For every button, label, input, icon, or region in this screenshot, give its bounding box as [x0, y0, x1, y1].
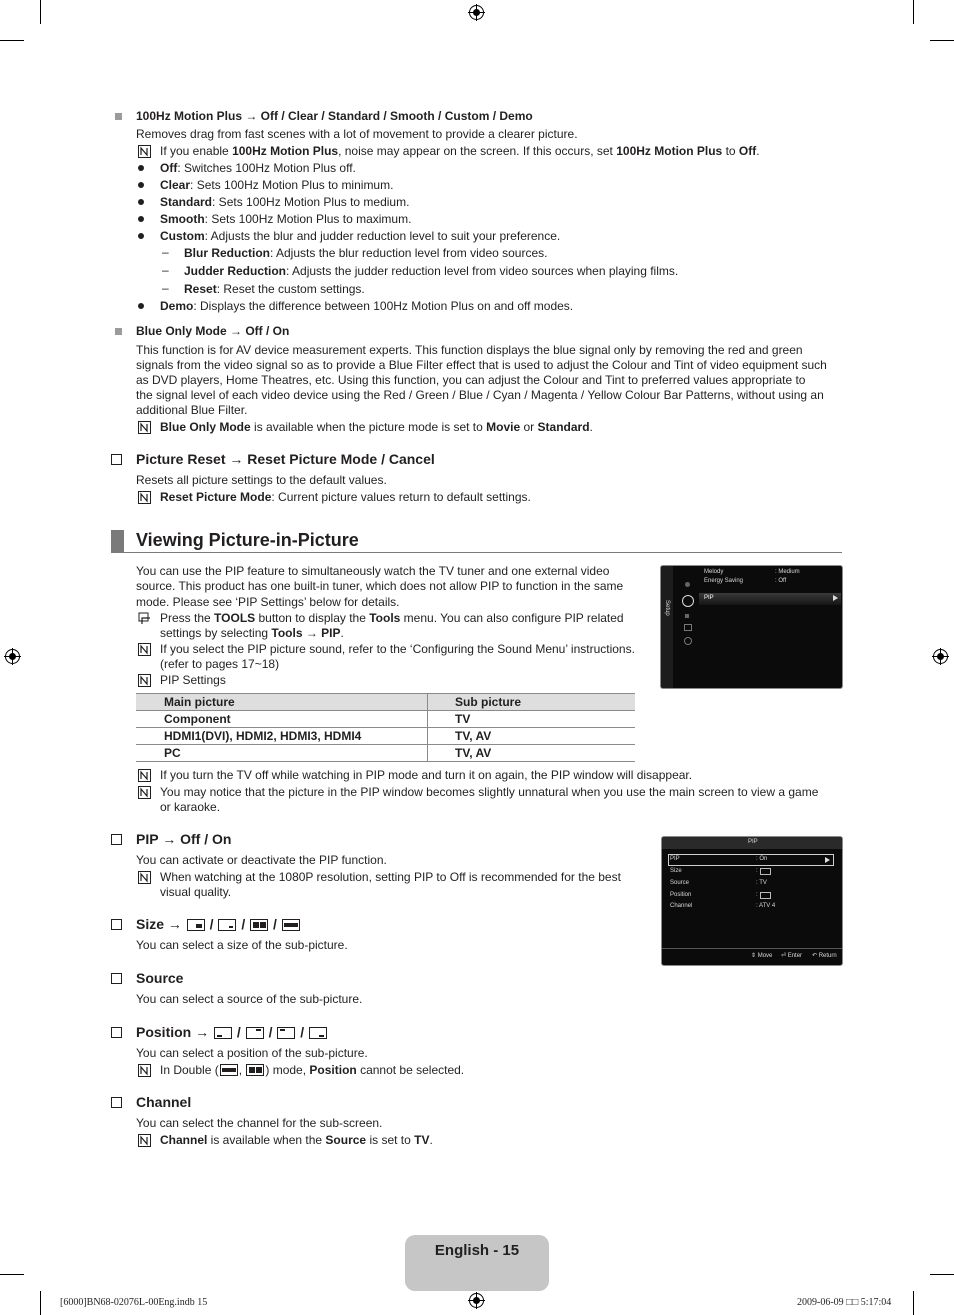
- sound-note: If you select the PIP picture sound, refer to the ‘Configuring the Sound Menu’ instructions.: [160, 642, 635, 656]
- pip-on-desc: You can activate or deactivate the PIP function.: [136, 853, 387, 867]
- note-icon: [138, 145, 151, 158]
- note-icon: [138, 421, 151, 434]
- pip-settings-note: PIP Settings: [160, 673, 226, 687]
- channel-title: Channel: [136, 1094, 192, 1110]
- file-slug: [6000]BN68-02076L-00Eng.indb 15: [60, 1297, 208, 1308]
- bullet-smooth: Smooth: Sets 100Hz Motion Plus to maximum.: [160, 212, 412, 226]
- pip-menu-screenshot: [661, 836, 843, 966]
- tools-icon: [138, 612, 151, 625]
- note-icon: [138, 769, 151, 782]
- motion-plus-note: If you enable 100Hz Motion Plus, noise may appear on the screen. If this occurs, set 100Hz Motion Plus to Off.: [160, 144, 760, 158]
- menu-row-value: : TV: [756, 880, 767, 886]
- checkbox-bullet: [111, 1027, 122, 1038]
- pip-settings-table: [136, 693, 635, 762]
- table-cell: TV: [428, 711, 636, 728]
- checkbox-bullet: [111, 1097, 122, 1108]
- position-bottom-right-icon: [309, 1027, 327, 1039]
- dash-bullet: –: [162, 245, 169, 259]
- pip-intro-line: You can use the PIP feature to simultaneously watch the TV tuner and one external video: [136, 564, 610, 578]
- menu-row-highlight[interactable]: [668, 854, 834, 866]
- blue-only-line: This function is for AV device measurement experts. This function displays the blue signal only by removing the red and green: [136, 343, 803, 357]
- sub-judder-reduction: Judder Reduction: Adjusts the judder reduction level from video sources when playing films.: [184, 264, 679, 278]
- section-title: Viewing Picture-in-Picture: [136, 530, 359, 550]
- blue-only-line: signals from the video signal so as to provide a Blue Filter effect that is used to adjust the Colour and Tint of video equipment such: [136, 358, 827, 372]
- table-header-cell: Main picture: [136, 694, 428, 711]
- source-desc: You can select a source of the sub-picture.: [136, 992, 363, 1006]
- sound-note-cont: (refer to pages 17~18): [160, 657, 280, 671]
- menu-footer-divider: [662, 948, 842, 949]
- bullet-dot: [138, 199, 144, 205]
- blue-only-title: Blue Only Mode → Off / On: [136, 324, 290, 338]
- blue-only-note: Blue Only Mode is available when the picture mode is set to Movie or Standard.: [160, 420, 593, 434]
- table-row: [136, 711, 635, 728]
- footer-return: ↶ Return: [812, 953, 837, 959]
- bullet-demo: Demo: Displays the difference between 100Hz Motion Plus on and off modes.: [160, 299, 574, 313]
- note-icon: [138, 674, 151, 687]
- size-small-icon: [187, 919, 205, 931]
- picture-reset-desc: Resets all picture settings to the default values.: [136, 473, 387, 487]
- channel-note: Channel is available when the Source is set to TV.: [160, 1133, 433, 1147]
- menu-row-value: : ATV 4: [756, 903, 776, 909]
- blue-only-line: as DVD players, Home Theatres, etc. Using this function, you can adjust the Colour and Tint to preferred values appropriate to: [136, 373, 806, 387]
- position-note: In Double ( , ) mode, Position cannot be selected.: [160, 1063, 465, 1077]
- note-icon: [138, 1064, 151, 1077]
- arrow-right-icon: [825, 857, 830, 863]
- gear-icon: [682, 595, 694, 607]
- menu-row-label: Melody: [704, 569, 724, 575]
- position-icon: [760, 892, 771, 899]
- registration-mark-icon: [468, 1292, 485, 1309]
- bullet-dot: [138, 165, 144, 171]
- pip-intro-line: source. This product has one built-in tuner, which does not allow PIP to function in the same: [136, 579, 624, 593]
- menu-title: PIP: [748, 839, 758, 845]
- footer-move: ⇕ Move: [751, 953, 773, 959]
- crop-mark: [40, 1291, 41, 1315]
- note-icon: [138, 643, 151, 656]
- position-top-left-icon: [277, 1027, 295, 1039]
- pip-on-title: PIP → Off / On: [136, 831, 232, 847]
- registration-mark-icon: [4, 648, 21, 665]
- gray-square-bullet: [115, 328, 122, 335]
- dash-bullet: –: [162, 263, 169, 277]
- crop-mark: [913, 1291, 914, 1315]
- picture-reset-title: Picture Reset → Reset Picture Mode / Cancel: [136, 451, 435, 467]
- bullet-dot: [138, 303, 144, 309]
- bullet-clear: Clear: Sets 100Hz Motion Plus to minimum.: [160, 178, 394, 192]
- crop-mark: [930, 1274, 954, 1275]
- double-b-icon: [246, 1064, 264, 1076]
- crop-mark: [0, 1274, 24, 1275]
- position-top-right-icon: [246, 1027, 264, 1039]
- arrow-right-icon: [833, 595, 838, 601]
- section-rule: [111, 552, 842, 553]
- sub-reset: Reset: Reset the custom settings.: [184, 282, 365, 296]
- section-marker: [111, 530, 124, 552]
- dash-bullet: –: [162, 281, 169, 295]
- motion-plus-title: 100Hz Motion Plus → Off / Clear / Standard / Smooth / Custom / Demo: [136, 109, 533, 123]
- crop-mark: [930, 40, 954, 41]
- registration-mark-icon: [932, 648, 949, 665]
- menu-icon-column: [681, 580, 693, 660]
- position-desc: You can select a position of the sub-picture.: [136, 1046, 368, 1060]
- table-row: [136, 728, 635, 745]
- menu-row-highlight[interactable]: [699, 593, 841, 605]
- size-icon: [760, 868, 771, 875]
- setup-label: Setup: [664, 600, 670, 616]
- side-tab: [661, 566, 673, 688]
- bullet-dot: [138, 182, 144, 188]
- table-cell: TV, AV: [428, 745, 636, 762]
- note-icon: [138, 491, 151, 504]
- channel-desc: You can select the channel for the sub-screen.: [136, 1116, 383, 1130]
- table-cell: Component: [136, 711, 428, 728]
- size-desc: You can select a size of the sub-picture.: [136, 938, 348, 952]
- bullet-custom: Custom: Adjusts the blur and judder reduction level to suit your preference.: [160, 229, 561, 243]
- bullet-off: Off: Switches 100Hz Motion Plus off.: [160, 161, 356, 175]
- double-a-icon: [250, 919, 268, 931]
- tools-note-cont: settings by selecting Tools → PIP.: [160, 626, 344, 640]
- table-header-row: [136, 694, 635, 711]
- sub-blur-reduction: Blur Reduction: Adjusts the blur reduction level from video sources.: [184, 246, 548, 260]
- blue-only-line: the signal level of each video device using the Red / Green / Blue / Cyan / Magenta / Yellow Colour Bar Patterns, without using an: [136, 388, 824, 402]
- note-icon: [138, 871, 151, 884]
- footer-enter: ⏎ Enter: [781, 953, 803, 959]
- pip-unnatural-note-cont: or karaoke.: [160, 800, 221, 814]
- picture-reset-note: Reset Picture Mode: Current picture values return to default settings.: [160, 490, 531, 504]
- checkbox-bullet: [111, 834, 122, 845]
- table-header-cell: Sub picture: [428, 694, 636, 711]
- table-row: [136, 745, 635, 762]
- bullet-dot: [138, 233, 144, 239]
- menu-row-label: Energy Saving: [704, 578, 744, 584]
- pip-intro-line: mode. Please see ‘PIP Settings’ below for details.: [136, 595, 400, 609]
- pip-on-note-cont: visual quality.: [160, 885, 232, 899]
- menu-row-label: Source: [670, 880, 690, 886]
- bullet-standard: Standard: Sets 100Hz Motion Plus to medium.: [160, 195, 410, 209]
- menu-row-value: :: [756, 892, 758, 898]
- support-icon: [684, 624, 692, 631]
- menu-row-value: : Medium: [775, 569, 800, 575]
- blue-only-line: additional Blue Filter.: [136, 403, 248, 417]
- menu-row-label: PIP: [670, 856, 680, 862]
- size-smaller-icon: [218, 919, 236, 931]
- gray-square-bullet: [115, 113, 122, 120]
- menu-row-value: : On: [756, 856, 768, 862]
- pip-on-note: When watching at the 1080P resolution, setting PIP to Off is recommended for the best: [160, 870, 621, 884]
- menu-row-label: Size: [670, 868, 682, 874]
- timestamp-slug: 2009-06-09 □□ 5:17:04: [797, 1297, 892, 1308]
- media-icon: [684, 637, 692, 645]
- size-title: Size → / / /: [136, 916, 301, 932]
- position-bottom-left-icon: [214, 1027, 232, 1039]
- checkbox-bullet: [111, 454, 122, 465]
- menu-row-value: :: [756, 868, 758, 874]
- source-title: Source: [136, 970, 184, 986]
- menu-row-label: Position: [670, 892, 692, 898]
- setup-menu-screenshot: [660, 565, 843, 689]
- position-title: Position → / / /: [136, 1024, 328, 1040]
- pip-off-note: If you turn the TV off while watching in PIP mode and turn it on again, the PIP window will disappear.: [160, 768, 693, 782]
- registration-mark-icon: [468, 4, 485, 21]
- page-number-tab: [405, 1235, 549, 1291]
- crop-mark: [0, 40, 24, 41]
- checkbox-bullet: [111, 973, 122, 984]
- note-icon: [138, 1134, 151, 1147]
- tools-note: Press the TOOLS button to display the Tools menu. You can also configure PIP related: [160, 611, 624, 625]
- double-b-icon: [282, 919, 300, 931]
- menu-row-label: PIP: [704, 595, 714, 601]
- table-cell: TV, AV: [428, 728, 636, 745]
- bullet-dot: [138, 216, 144, 222]
- menu-row-label: Channel: [670, 903, 693, 909]
- page-number: English - 15: [434, 1242, 520, 1259]
- picture-icon: [685, 582, 690, 587]
- table-cell: HDMI1(DVI), HDMI2, HDMI3, HDMI4: [136, 728, 428, 745]
- double-a-icon: [220, 1064, 238, 1076]
- note-icon: [138, 786, 151, 799]
- menu-row-value: : Off: [775, 578, 787, 584]
- table-cell: PC: [136, 745, 428, 762]
- crop-mark: [913, 0, 914, 24]
- crop-mark: [40, 0, 41, 24]
- checkbox-bullet: [111, 919, 122, 930]
- input-icon: [685, 614, 689, 618]
- motion-plus-desc: Removes drag from fast scenes with a lot of movement to provide a clearer picture.: [136, 127, 578, 141]
- pip-unnatural-note: You may notice that the picture in the PIP window becomes slightly unnatural when you use the main screen to view a game: [160, 785, 819, 799]
